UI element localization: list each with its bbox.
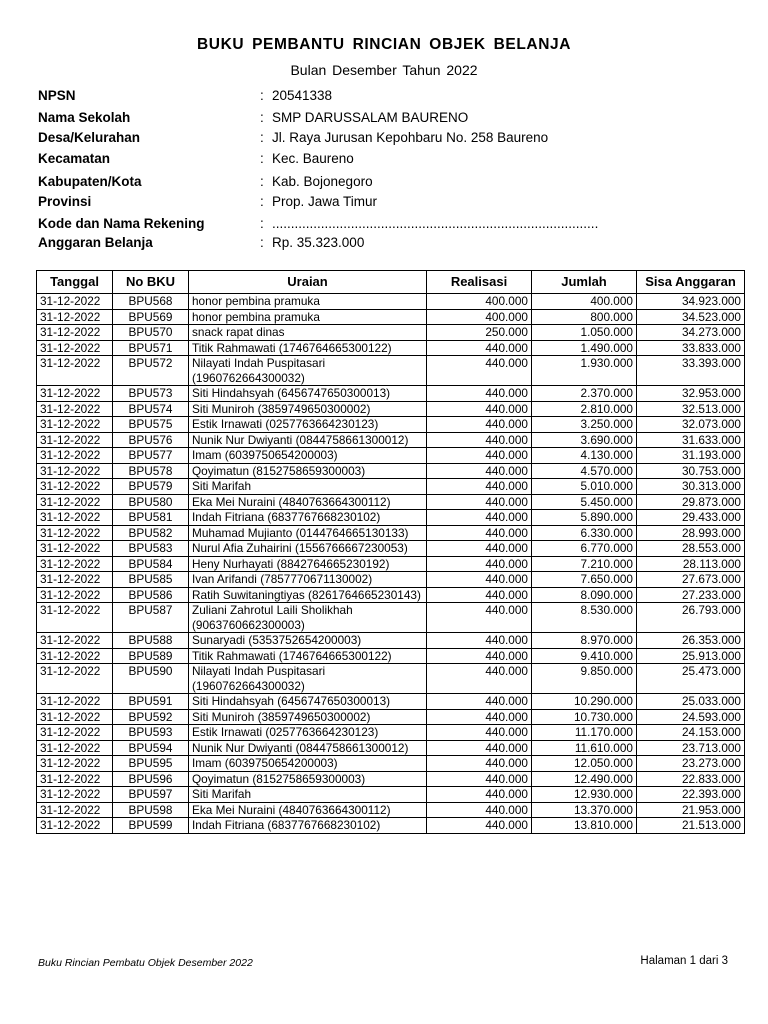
table-row — [37, 648, 745, 664]
cell-uraian: Indah Fitriana (6837767668230102) — [189, 510, 427, 526]
cell-jumlah: 5.010.000 — [532, 479, 637, 495]
cell-jumlah: 10.730.000 — [532, 709, 637, 725]
info-colon: : — [260, 216, 264, 231]
cell-no-bku: BPU581 — [113, 510, 189, 526]
cell-uraian: Siti Muniroh (3859749650300002) — [189, 401, 427, 417]
cell-jumlah: 1.050.000 — [532, 325, 637, 341]
info-colon: : — [260, 88, 264, 103]
cell-sisa-anggaran: 33.833.000 — [637, 340, 745, 356]
cell-jumlah: 1.930.000 — [532, 356, 637, 386]
cell-tanggal: 31-12-2022 — [37, 340, 113, 356]
cell-realisasi: 440.000 — [427, 494, 532, 510]
cell-sisa-anggaran: 34.273.000 — [637, 325, 745, 341]
info-colon: : — [260, 194, 264, 209]
column-header-realisasi: Realisasi — [427, 271, 532, 294]
cell-uraian: Siti Marifah — [189, 787, 427, 803]
info-colon: : — [260, 151, 264, 166]
info-label: Kode dan Nama Rekening — [38, 216, 205, 231]
cell-tanggal: 31-12-2022 — [37, 725, 113, 741]
table-row — [37, 725, 745, 741]
info-colon: : — [260, 235, 264, 250]
cell-tanggal: 31-12-2022 — [37, 494, 113, 510]
info-value: Kab. Bojonegoro — [272, 174, 373, 189]
table-row — [37, 309, 745, 325]
footer-document-name: Buku Rincian Pembatu Objek Desember 2022 — [38, 957, 253, 969]
cell-tanggal: 31-12-2022 — [37, 525, 113, 541]
cell-jumlah: 400.000 — [532, 294, 637, 310]
cell-sisa-anggaran: 27.233.000 — [637, 587, 745, 603]
table-row — [37, 787, 745, 803]
cell-no-bku: BPU573 — [113, 386, 189, 402]
cell-sisa-anggaran: 30.313.000 — [637, 479, 745, 495]
cell-realisasi: 440.000 — [427, 541, 532, 557]
info-colon: : — [260, 110, 264, 125]
cell-uraian: Nurul Afia Zuhairini (1556766667230053) — [189, 541, 427, 557]
cell-realisasi: 440.000 — [427, 386, 532, 402]
cell-jumlah: 11.170.000 — [532, 725, 637, 741]
cell-jumlah: 5.890.000 — [532, 510, 637, 526]
cell-sisa-anggaran: 28.113.000 — [637, 556, 745, 572]
cell-no-bku: BPU576 — [113, 432, 189, 448]
cell-sisa-anggaran: 26.353.000 — [637, 633, 745, 649]
cell-uraian: honor pembina pramuka — [189, 309, 427, 325]
cell-uraian: Titik Rahmawati (1746764665300122) — [189, 648, 427, 664]
cell-jumlah: 800.000 — [532, 309, 637, 325]
cell-jumlah: 4.570.000 — [532, 463, 637, 479]
info-value: Kec. Baureno — [272, 151, 354, 166]
cell-tanggal: 31-12-2022 — [37, 325, 113, 341]
cell-no-bku: BPU595 — [113, 756, 189, 772]
cell-uraian: Estik Irnawati (0257763664230123) — [189, 417, 427, 433]
cell-sisa-anggaran: 26.793.000 — [637, 603, 745, 633]
cell-realisasi: 400.000 — [427, 294, 532, 310]
cell-realisasi: 440.000 — [427, 340, 532, 356]
cell-uraian: Siti Hindahsyah (6456747650300013) — [189, 386, 427, 402]
cell-uraian: Ivan Arifandi (7857770671130002) — [189, 572, 427, 588]
cell-sisa-anggaran: 33.393.000 — [637, 356, 745, 386]
cell-sisa-anggaran: 23.713.000 — [637, 740, 745, 756]
cell-uraian: Titik Rahmawati (1746764665300122) — [189, 340, 427, 356]
info-value: Prop. Jawa Timur — [272, 194, 378, 209]
cell-realisasi: 440.000 — [427, 556, 532, 572]
cell-jumlah: 9.410.000 — [532, 648, 637, 664]
table-header-row — [37, 271, 745, 294]
cell-sisa-anggaran: 34.923.000 — [637, 294, 745, 310]
cell-sisa-anggaran: 31.633.000 — [637, 432, 745, 448]
table-row — [37, 479, 745, 495]
cell-tanggal: 31-12-2022 — [37, 787, 113, 803]
table-row — [37, 417, 745, 433]
cell-sisa-anggaran: 27.673.000 — [637, 572, 745, 588]
column-header-uraian: Uraian — [189, 271, 427, 294]
cell-sisa-anggaran: 25.473.000 — [637, 664, 745, 694]
cell-sisa-anggaran: 32.513.000 — [637, 401, 745, 417]
cell-realisasi: 440.000 — [427, 587, 532, 603]
cell-realisasi: 440.000 — [427, 448, 532, 464]
cell-sisa-anggaran: 28.553.000 — [637, 541, 745, 557]
cell-realisasi: 440.000 — [427, 633, 532, 649]
info-label: Kabupaten/Kota — [38, 174, 142, 189]
cell-realisasi: 440.000 — [427, 771, 532, 787]
cell-realisasi: 440.000 — [427, 510, 532, 526]
cell-realisasi: 440.000 — [427, 463, 532, 479]
cell-realisasi: 440.000 — [427, 756, 532, 772]
cell-no-bku: BPU569 — [113, 309, 189, 325]
cell-no-bku: BPU594 — [113, 740, 189, 756]
info-label: Desa/Kelurahan — [38, 130, 141, 145]
column-header-tanggal: Tanggal — [37, 271, 113, 294]
cell-no-bku: BPU586 — [113, 587, 189, 603]
table-row — [37, 510, 745, 526]
table-row — [37, 818, 745, 834]
cell-no-bku: BPU572 — [113, 356, 189, 386]
cell-realisasi: 440.000 — [427, 725, 532, 741]
cell-realisasi: 400.000 — [427, 309, 532, 325]
cell-tanggal: 31-12-2022 — [37, 448, 113, 464]
cell-realisasi: 440.000 — [427, 401, 532, 417]
cell-sisa-anggaran: 31.193.000 — [637, 448, 745, 464]
cell-no-bku: BPU579 — [113, 479, 189, 495]
table-row — [37, 325, 745, 341]
cell-tanggal: 31-12-2022 — [37, 587, 113, 603]
cell-jumlah: 8.090.000 — [532, 587, 637, 603]
cell-sisa-anggaran: 34.523.000 — [637, 309, 745, 325]
cell-sisa-anggaran: 24.593.000 — [637, 709, 745, 725]
cell-jumlah: 12.490.000 — [532, 771, 637, 787]
cell-no-bku: BPU575 — [113, 417, 189, 433]
cell-uraian: Imam (6039750654200003) — [189, 448, 427, 464]
cell-no-bku: BPU593 — [113, 725, 189, 741]
cell-jumlah: 8.530.000 — [532, 603, 637, 633]
cell-no-bku: BPU588 — [113, 633, 189, 649]
info-value: Rp. 35.323.000 — [272, 235, 365, 250]
table-row — [37, 432, 745, 448]
cell-sisa-anggaran: 28.993.000 — [637, 525, 745, 541]
cell-no-bku: BPU587 — [113, 603, 189, 633]
cell-no-bku: BPU592 — [113, 709, 189, 725]
column-header-jumlah: Jumlah — [532, 271, 637, 294]
cell-uraian: Ratih Suwitaningtiyas (8261764665230143) — [189, 587, 427, 603]
cell-jumlah: 9.850.000 — [532, 664, 637, 694]
cell-uraian: Indah Fitriana (6837767668230102) — [189, 818, 427, 834]
cell-tanggal: 31-12-2022 — [37, 603, 113, 633]
cell-uraian: Qoyimatun (8152758659300003) — [189, 771, 427, 787]
table-row — [37, 587, 745, 603]
cell-no-bku: BPU596 — [113, 771, 189, 787]
cell-no-bku: BPU584 — [113, 556, 189, 572]
cell-jumlah: 13.370.000 — [532, 802, 637, 818]
cell-no-bku: BPU582 — [113, 525, 189, 541]
table-row — [37, 401, 745, 417]
cell-tanggal: 31-12-2022 — [37, 556, 113, 572]
cell-jumlah: 1.490.000 — [532, 340, 637, 356]
cell-jumlah: 13.810.000 — [532, 818, 637, 834]
info-colon: : — [260, 130, 264, 145]
cell-uraian: Eka Mei Nuraini (4840763664300112) — [189, 494, 427, 510]
cell-sisa-anggaran: 25.033.000 — [637, 694, 745, 710]
cell-realisasi: 440.000 — [427, 802, 532, 818]
cell-uraian: Heny Nurhayati (8842764665230192) — [189, 556, 427, 572]
cell-tanggal: 31-12-2022 — [37, 802, 113, 818]
info-label: Anggaran Belanja — [38, 235, 153, 250]
document-title: BUKU PEMBANTU RINCIAN OBJEK BELANJA — [196, 36, 571, 53]
cell-tanggal: 31-12-2022 — [37, 740, 113, 756]
table-row — [37, 740, 745, 756]
cell-no-bku: BPU583 — [113, 541, 189, 557]
cell-tanggal: 31-12-2022 — [37, 818, 113, 834]
table-row — [37, 664, 745, 694]
table-row — [37, 356, 745, 386]
cell-no-bku: BPU568 — [113, 294, 189, 310]
cell-uraian: Siti Hindahsyah (6456747650300013) — [189, 694, 427, 710]
cell-no-bku: BPU598 — [113, 802, 189, 818]
cell-tanggal: 31-12-2022 — [37, 294, 113, 310]
cell-jumlah: 6.330.000 — [532, 525, 637, 541]
cell-uraian: Nunik Nur Dwiyanti (0844758661300012) — [189, 432, 427, 448]
cell-no-bku: BPU570 — [113, 325, 189, 341]
table-row — [37, 572, 745, 588]
cell-sisa-anggaran: 30.753.000 — [637, 463, 745, 479]
table-row — [37, 525, 745, 541]
info-label: Nama Sekolah — [38, 110, 131, 125]
cell-uraian: Nilayati Indah Puspitasari (1960762664300032) — [189, 356, 427, 386]
table-row — [37, 603, 745, 633]
cell-uraian: Estik Irnawati (0257763664230123) — [189, 725, 427, 741]
cell-sisa-anggaran: 25.913.000 — [637, 648, 745, 664]
cell-realisasi: 440.000 — [427, 525, 532, 541]
cell-sisa-anggaran: 21.513.000 — [637, 818, 745, 834]
cell-tanggal: 31-12-2022 — [37, 572, 113, 588]
cell-no-bku: BPU599 — [113, 818, 189, 834]
cell-tanggal: 31-12-2022 — [37, 386, 113, 402]
cell-tanggal: 31-12-2022 — [37, 694, 113, 710]
cell-realisasi: 440.000 — [427, 787, 532, 803]
document-subtitle: Bulan Desember Tahun 2022 — [290, 62, 478, 78]
cell-jumlah: 5.450.000 — [532, 494, 637, 510]
cell-realisasi: 440.000 — [427, 740, 532, 756]
cell-uraian: Imam (6039750654200003) — [189, 756, 427, 772]
cell-tanggal: 31-12-2022 — [37, 709, 113, 725]
cell-uraian: Muhamad Mujianto (0144764665130133) — [189, 525, 427, 541]
cell-jumlah: 7.210.000 — [532, 556, 637, 572]
cell-uraian: Zuliani Zahrotul Laili Sholikhah (9063760662300003) — [189, 603, 427, 633]
cell-tanggal: 31-12-2022 — [37, 664, 113, 694]
cell-tanggal: 31-12-2022 — [37, 432, 113, 448]
cell-realisasi: 440.000 — [427, 694, 532, 710]
cell-sisa-anggaran: 24.153.000 — [637, 725, 745, 741]
info-value: 20541338 — [272, 88, 333, 103]
cell-uraian: Siti Marifah — [189, 479, 427, 495]
table-row — [37, 771, 745, 787]
expense-table — [36, 270, 745, 834]
cell-tanggal: 31-12-2022 — [37, 771, 113, 787]
cell-realisasi: 440.000 — [427, 479, 532, 495]
cell-realisasi: 440.000 — [427, 572, 532, 588]
cell-uraian: Eka Mei Nuraini (4840763664300112) — [189, 802, 427, 818]
cell-tanggal: 31-12-2022 — [37, 756, 113, 772]
table-row — [37, 709, 745, 725]
cell-uraian: Siti Muniroh (3859749650300002) — [189, 709, 427, 725]
cell-jumlah: 8.970.000 — [532, 633, 637, 649]
cell-realisasi: 440.000 — [427, 709, 532, 725]
cell-tanggal: 31-12-2022 — [37, 401, 113, 417]
cell-uraian: Nilayati Indah Puspitasari (1960762664300032) — [189, 664, 427, 694]
cell-jumlah: 12.930.000 — [532, 787, 637, 803]
info-label: Provinsi — [38, 194, 92, 209]
cell-jumlah: 6.770.000 — [532, 541, 637, 557]
cell-jumlah: 7.650.000 — [532, 572, 637, 588]
cell-uraian: Nunik Nur Dwiyanti (0844758661300012) — [189, 740, 427, 756]
cell-tanggal: 31-12-2022 — [37, 309, 113, 325]
cell-tanggal: 31-12-2022 — [37, 633, 113, 649]
table-row — [37, 340, 745, 356]
cell-no-bku: BPU577 — [113, 448, 189, 464]
cell-uraian: Qoyimatun (8152758659300003) — [189, 463, 427, 479]
cell-tanggal: 31-12-2022 — [37, 510, 113, 526]
cell-jumlah: 4.130.000 — [532, 448, 637, 464]
cell-no-bku: BPU574 — [113, 401, 189, 417]
cell-jumlah: 3.250.000 — [532, 417, 637, 433]
cell-no-bku: BPU580 — [113, 494, 189, 510]
table-row — [37, 494, 745, 510]
table-row — [37, 556, 745, 572]
cell-realisasi: 440.000 — [427, 664, 532, 694]
info-value: Jl. Raya Jurusan Kepohbaru No. 258 Baureno — [272, 130, 549, 145]
cell-sisa-anggaran: 22.833.000 — [637, 771, 745, 787]
cell-sisa-anggaran: 23.273.000 — [637, 756, 745, 772]
cell-uraian: Sunaryadi (5353752654200003) — [189, 633, 427, 649]
cell-no-bku: BPU571 — [113, 340, 189, 356]
cell-tanggal: 31-12-2022 — [37, 463, 113, 479]
cell-sisa-anggaran: 29.873.000 — [637, 494, 745, 510]
footer-page-number: Halaman 1 dari 3 — [640, 955, 728, 967]
cell-realisasi: 440.000 — [427, 432, 532, 448]
cell-sisa-anggaran: 29.433.000 — [637, 510, 745, 526]
info-value: ....................................................................................... — [272, 216, 599, 231]
cell-jumlah: 2.370.000 — [532, 386, 637, 402]
cell-no-bku: BPU578 — [113, 463, 189, 479]
table-row — [37, 694, 745, 710]
cell-tanggal: 31-12-2022 — [37, 541, 113, 557]
cell-no-bku: BPU589 — [113, 648, 189, 664]
table-row — [37, 802, 745, 818]
info-label: NPSN — [38, 88, 76, 103]
cell-no-bku: BPU597 — [113, 787, 189, 803]
table-row — [37, 633, 745, 649]
cell-tanggal: 31-12-2022 — [37, 648, 113, 664]
cell-realisasi: 440.000 — [427, 648, 532, 664]
cell-jumlah: 12.050.000 — [532, 756, 637, 772]
cell-jumlah: 10.290.000 — [532, 694, 637, 710]
info-value: SMP DARUSSALAM BAURENO — [272, 110, 469, 125]
cell-sisa-anggaran: 32.953.000 — [637, 386, 745, 402]
table-row — [37, 541, 745, 557]
cell-sisa-anggaran: 22.393.000 — [637, 787, 745, 803]
cell-no-bku: BPU591 — [113, 694, 189, 710]
cell-jumlah: 11.610.000 — [532, 740, 637, 756]
cell-sisa-anggaran: 32.073.000 — [637, 417, 745, 433]
table-row — [37, 463, 745, 479]
cell-jumlah: 2.810.000 — [532, 401, 637, 417]
table-row — [37, 448, 745, 464]
table-row — [37, 294, 745, 310]
cell-tanggal: 31-12-2022 — [37, 417, 113, 433]
column-header-no-bku: No BKU — [113, 271, 189, 294]
cell-realisasi: 250.000 — [427, 325, 532, 341]
cell-no-bku: BPU590 — [113, 664, 189, 694]
info-label: Kecamatan — [38, 151, 111, 166]
cell-realisasi: 440.000 — [427, 417, 532, 433]
cell-realisasi: 440.000 — [427, 818, 532, 834]
cell-realisasi: 440.000 — [427, 603, 532, 633]
table-row — [37, 386, 745, 402]
cell-jumlah: 3.690.000 — [532, 432, 637, 448]
cell-uraian: honor pembina pramuka — [189, 294, 427, 310]
cell-tanggal: 31-12-2022 — [37, 479, 113, 495]
table-row — [37, 756, 745, 772]
info-colon: : — [260, 174, 264, 189]
cell-uraian: snack rapat dinas — [189, 325, 427, 341]
cell-no-bku: BPU585 — [113, 572, 189, 588]
cell-sisa-anggaran: 21.953.000 — [637, 802, 745, 818]
column-header-sisa-anggaran: Sisa Anggaran — [637, 271, 745, 294]
cell-realisasi: 440.000 — [427, 356, 532, 386]
cell-tanggal: 31-12-2022 — [37, 356, 113, 386]
